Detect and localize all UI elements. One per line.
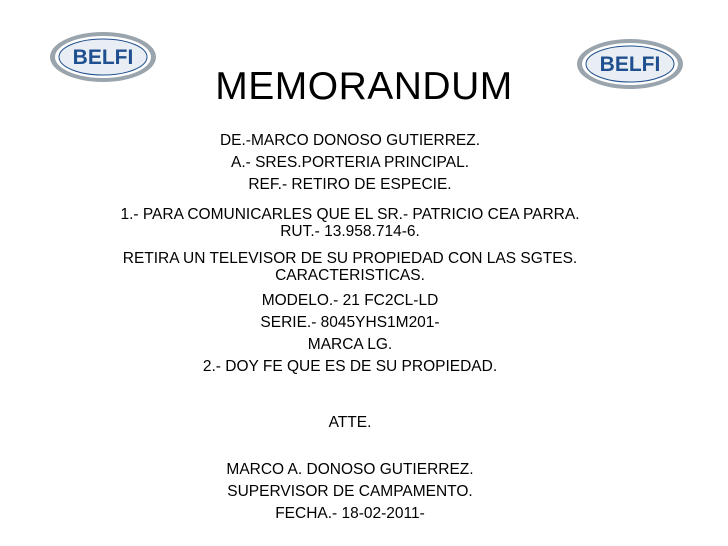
memo-point-1-block xyxy=(100,206,600,240)
memo-signer-title: SUPERVISOR DE CAMPAMENTO. xyxy=(227,483,473,500)
memo-closing-block xyxy=(60,412,640,434)
belfi-logo-left-text: BELFI xyxy=(72,46,134,69)
memo-title: MEMORANDUM xyxy=(215,65,513,108)
memo-brand: MARCA LG. xyxy=(307,336,393,353)
memo-ref: REF.- RETIRO DE ESPECIE. xyxy=(248,176,452,193)
memo-signature xyxy=(60,459,640,525)
memo-point-1: 1.- PARA COMUNICARLES QUE EL SR.- PATRICIO CEA PARRA. RUT.- 13.958.714-6. xyxy=(120,206,580,240)
memo-date: FECHA.- 18-02-2011- xyxy=(275,505,425,522)
memo-point-2: 2.- DOY FE QUE ES DE SU PROPIEDAD. xyxy=(202,358,498,375)
memo-from: DE.-MARCO DONOSO GUTIERREZ. xyxy=(219,132,481,149)
memo-signer-name: MARCO A. DONOSO GUTIERREZ. xyxy=(226,461,474,478)
memo-closing: ATTE. xyxy=(328,414,372,431)
belfi-logo-right-text: BELFI xyxy=(599,53,661,76)
memo-model: MODELO.- 21 FC2CL-LD xyxy=(261,292,439,309)
memo-serial: SERIE.- 8045YHS1M201- xyxy=(260,314,440,331)
memo-body xyxy=(60,130,640,196)
memo-to: A.- SRES.PORTERIA PRINCIPAL. xyxy=(230,154,470,171)
memo-point-1-continued: RETIRA UN TELEVISOR DE SU PROPIEDAD CON LAS SGTES. CARACTERISTICAS. xyxy=(122,250,578,284)
memo-point-1-cont-block xyxy=(110,250,590,284)
memo-details xyxy=(60,290,640,378)
